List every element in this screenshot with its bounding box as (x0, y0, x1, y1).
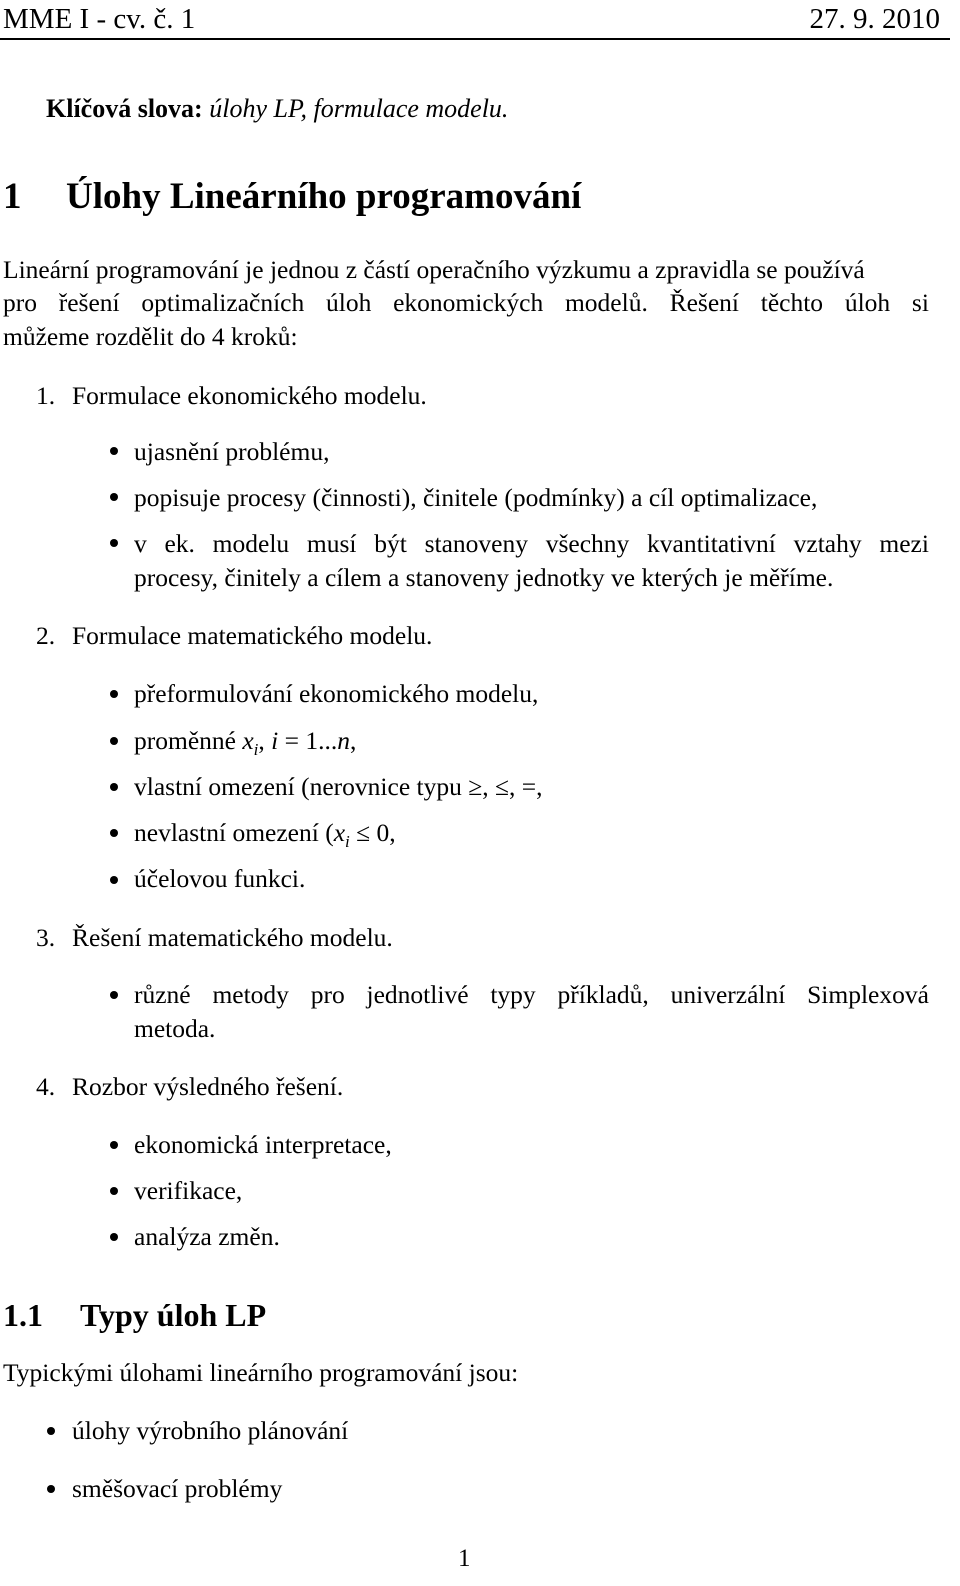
step-2-bullet-4: nevlastní omezení ($x_i \le 0$, (134, 818, 396, 851)
keywords-line (46, 96, 508, 122)
step-2-bullet-2: proměnné $x_i$, i = 1...n, (134, 726, 357, 759)
step-1-bullet-3-line-1: v ek. modelu musí být stanoveny všechny kvantitativní vztahy mezi (134, 529, 929, 558)
keywords-label: Klíčová slova: (46, 94, 203, 123)
step-2-bullet-1: přeformulování ekonomického modelu, (134, 679, 539, 708)
header-date: 27. 9. 2010 (809, 3, 940, 35)
header-rule (0, 38, 950, 40)
section-1-title: Úlohy Lineárního programování (66, 176, 582, 217)
page-number: 1 (458, 1545, 471, 1572)
bullet-icon (110, 539, 118, 547)
step-2-bullet-3: vlastní omezení (nerovnice typu ≥, ≤, =, (134, 772, 543, 801)
intro-line-2: pro řešení optimalizačních úloh ekonomických modelů. Řešení těchto úloh si (3, 288, 929, 317)
step-3-number: 3. (36, 923, 56, 952)
step-2-title: Formulace matematického modelu. (72, 621, 433, 650)
step-2-number: 2. (36, 621, 56, 650)
bullet-icon (110, 737, 118, 745)
step-3-title: Řešení matematického modelu. (72, 923, 393, 952)
step-1-bullet-3-line-2: procesy, činitely a cílem a stanoveny jednotky ve kterých je měříme. (134, 563, 834, 592)
bullet-icon (110, 876, 118, 884)
bullet-icon (110, 493, 118, 501)
bullet-icon (110, 1187, 118, 1195)
section-1-1-bullet-1: úlohy výrobního plánování (72, 1416, 349, 1445)
step-3-bullet-1-line-2: metoda. (134, 1014, 216, 1043)
bullet-icon (110, 690, 118, 698)
section-1-1-intro: Typickými úlohami lineárního programování jsou: (3, 1358, 519, 1387)
bullet-icon (110, 1141, 118, 1149)
step-1-title: Formulace ekonomického modelu. (72, 381, 427, 410)
section-1-1-bullet-2: směšovací problémy (72, 1474, 283, 1503)
bullet-icon (47, 1427, 55, 1435)
step-4-number: 4. (36, 1072, 56, 1101)
section-1-number: 1 (3, 176, 22, 217)
bullet-icon (110, 1233, 118, 1241)
keywords-text: úlohy LP, formulace modelu. (202, 94, 509, 123)
bullet-icon (110, 991, 118, 999)
intro-line-1: Lineární programování je jednou z částí operačního výzkumu a zpravidla se používá (3, 255, 865, 284)
bullet-icon (110, 829, 118, 837)
intro-line-3: můžeme rozdělit do 4 kroků: (3, 322, 298, 351)
step-3-bullet-1-line-1: různé metody pro jednotlivé typy příkladů, univerzální Simplexová (134, 980, 929, 1009)
section-1-1-number: 1.1 (3, 1297, 43, 1333)
step-4-title: Rozbor výsledného řešení. (72, 1072, 344, 1101)
section-1-1-title: Typy úloh LP (80, 1297, 267, 1333)
step-4-bullet-1: ekonomická interpretace, (134, 1130, 392, 1159)
step-1-bullet-1: ujasnění problému, (134, 437, 330, 466)
step-1-number: 1. (36, 381, 56, 410)
bullet-icon (47, 1485, 55, 1493)
step-4-bullet-2: verifikace, (134, 1176, 243, 1205)
step-1-bullet-2: popisuje procesy (činnosti), činitele (podmínky) a cíl optimalizace, (134, 483, 818, 512)
step-2-bullet-5: účelovou funkci. (134, 864, 306, 893)
bullet-icon (110, 447, 118, 455)
header-course: MME I - cv. č. 1 (3, 3, 196, 35)
bullet-icon (110, 783, 118, 791)
step-4-bullet-3: analýza změn. (134, 1222, 280, 1251)
